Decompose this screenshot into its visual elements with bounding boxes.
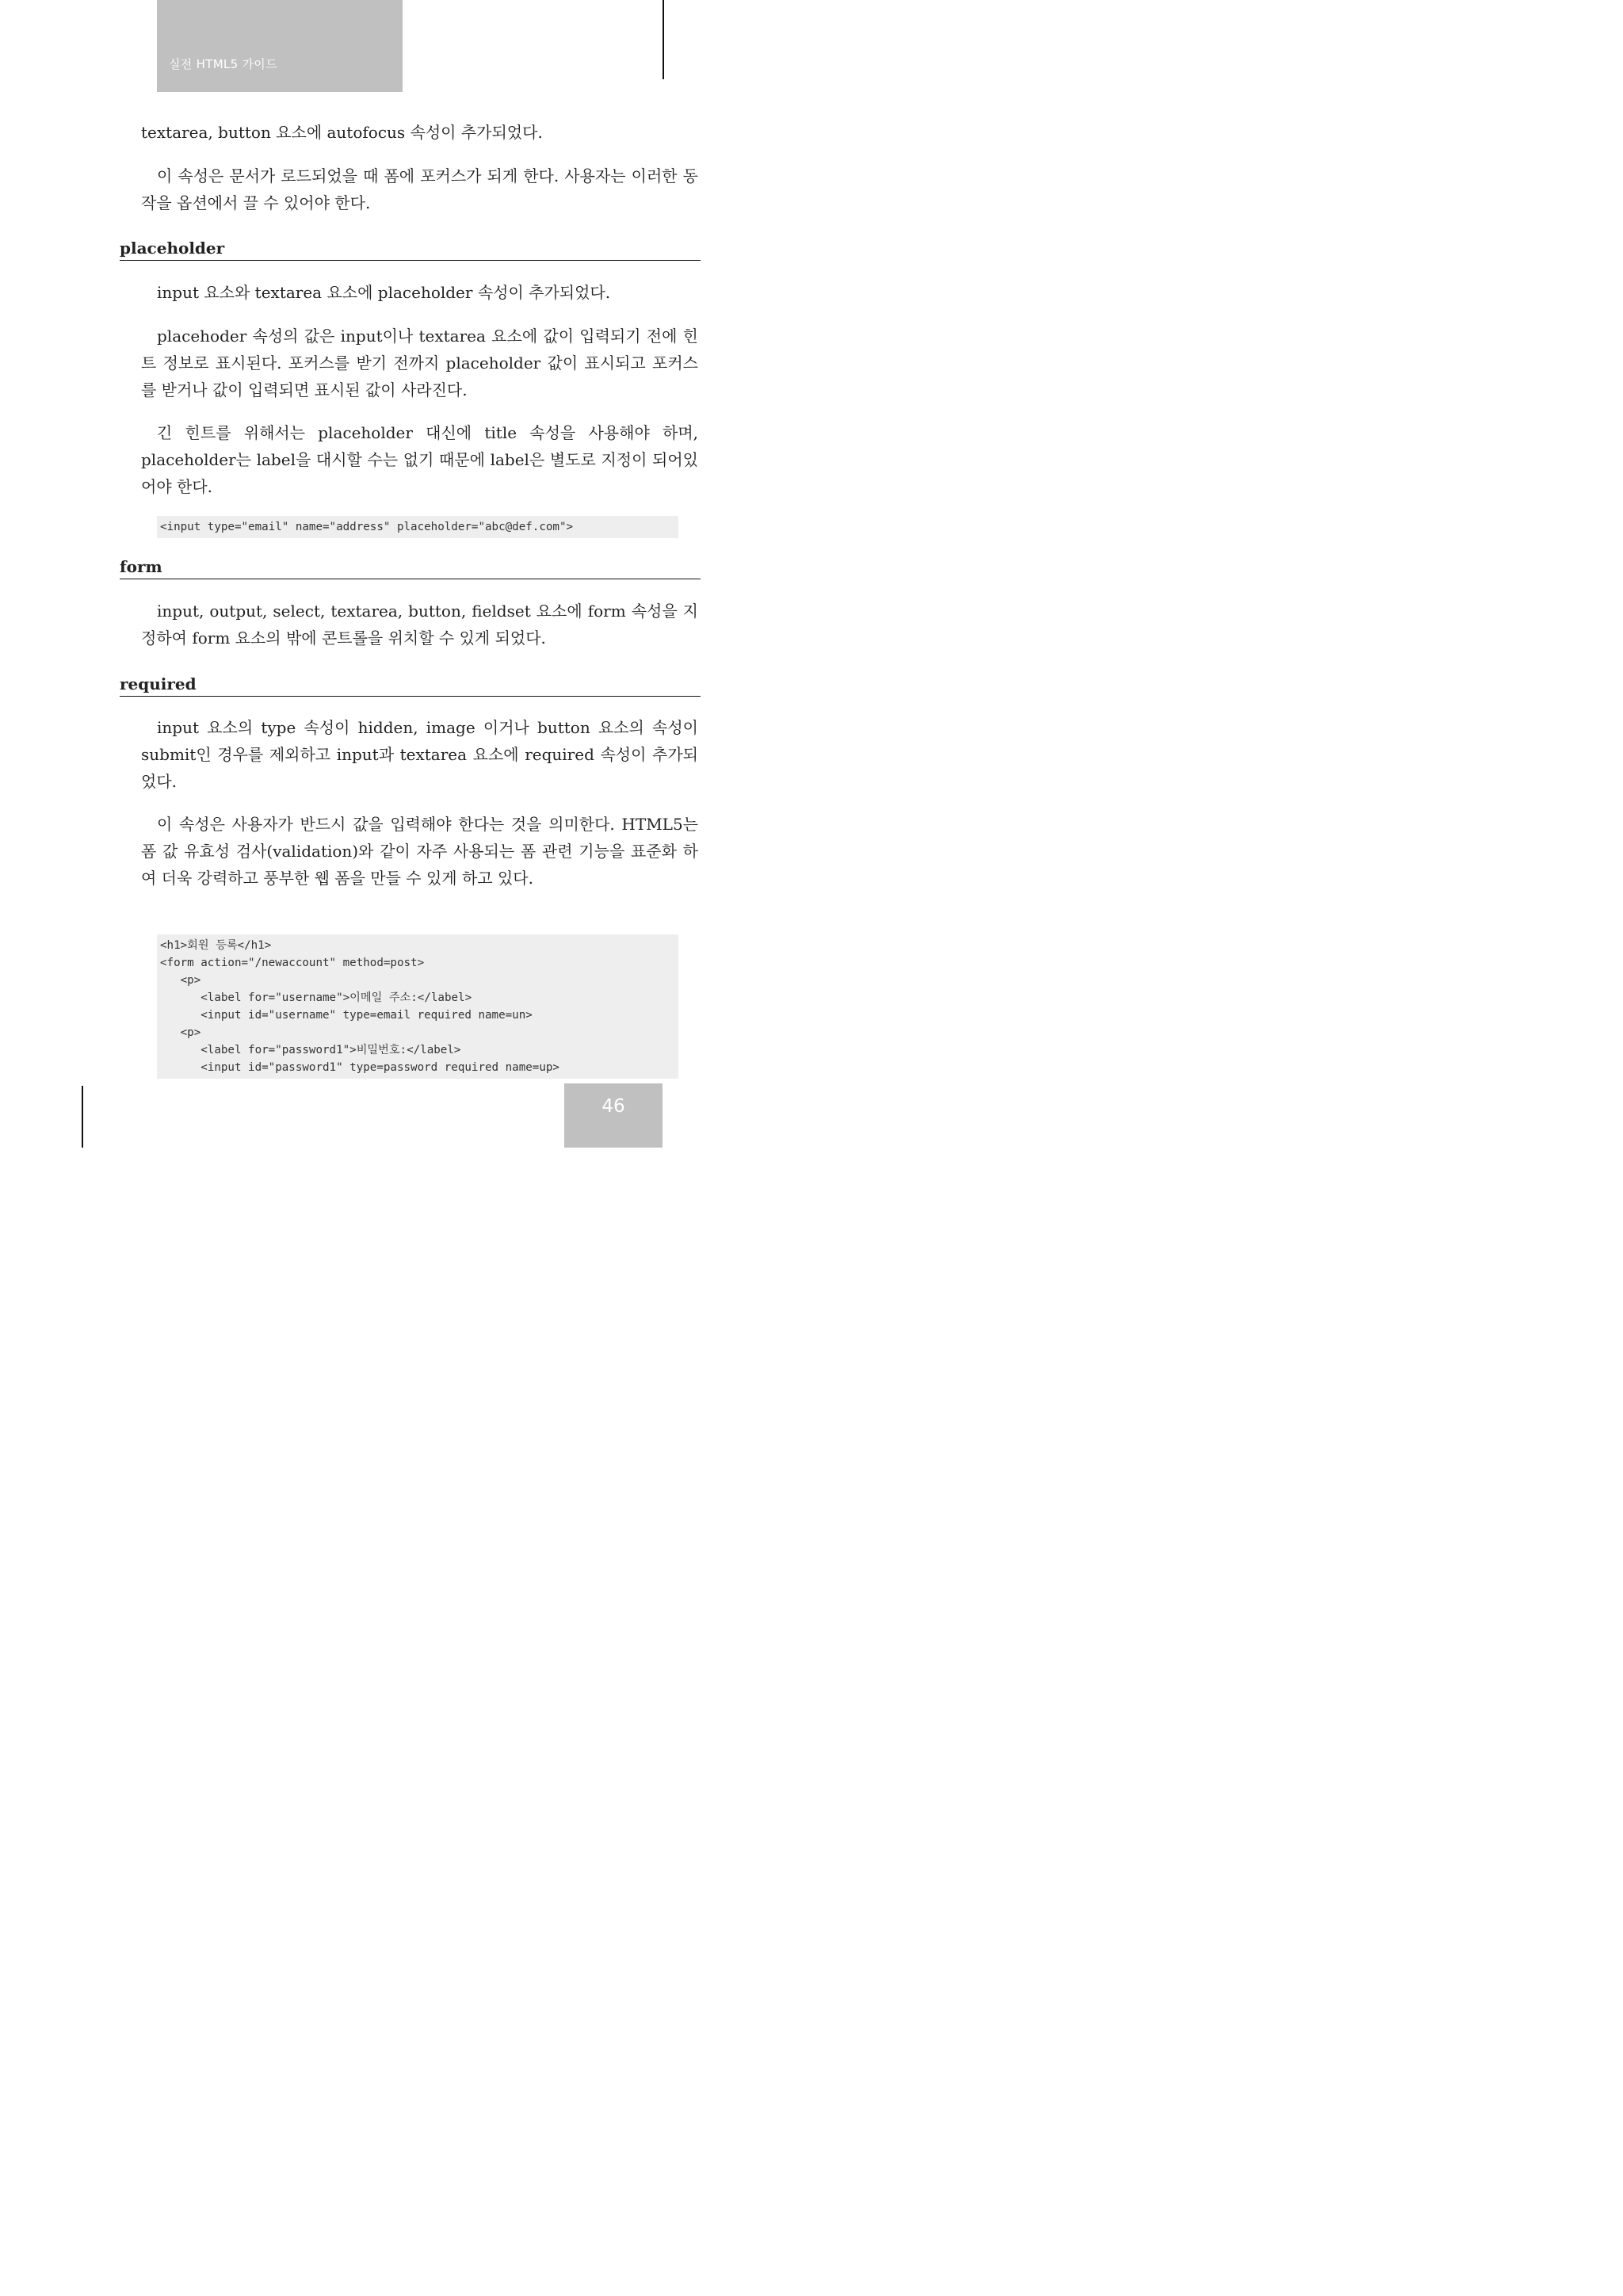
code-line: <h1>회원 등록</h1> xyxy=(160,939,272,952)
section-heading-form: form xyxy=(120,556,701,579)
code-line: <form action="/newaccount" method=post> xyxy=(160,957,425,969)
placeholder-paragraph-3: 긴 힌트를 위해서는 placeholder 대신에 title 속성을 사용해야 하며, placeholder는 label을 대시할 수는 없기 때문에 label은 별도로 지정이 되어있어야 한다. xyxy=(141,423,698,496)
placeholder-paragraph-1: input 요소와 textarea 요소에 placeholder 속성이 추가되었다. xyxy=(157,283,611,302)
required-paragraph-2: 이 속성은 사용자가 반드시 값을 입력해야 한다는 것을 의미한다. HTML5는 폼 값 유효성 검사(validation)와 같이 자주 사용되는 폼 관련 기능을 표준화 하여 더욱 강력하고 풍부한 웹 폼을 만들 수 있게 하고 있다. xyxy=(141,815,698,888)
code-line: <p> xyxy=(160,1026,201,1039)
section-heading-required: required xyxy=(120,673,701,697)
top-rule xyxy=(663,0,664,79)
page-number: 46 xyxy=(601,1096,625,1117)
code-line: <input id="password1" type=password required name=up> xyxy=(160,1061,559,1074)
header-tab xyxy=(157,0,403,92)
bottom-rule xyxy=(82,1086,83,1148)
required-paragraph-1: input 요소의 type 속성이 hidden, image 이거나 button 요소의 속성이 submit인 경우를 제외하고 input과 textarea 요소에 required 속성이 추가되었다. xyxy=(141,718,698,791)
code-line: <label for="username">이메일 주소:</label> xyxy=(160,991,472,1004)
running-header-title: 실전 HTML5 가이드 xyxy=(169,57,277,71)
form-paragraph-1: input, output, select, textarea, button, fieldset 요소에 form 속성을 지정하여 form 요소의 밖에 콘트롤을 위치할 수 있게 되었다. xyxy=(141,602,698,648)
code-block-placeholder xyxy=(157,516,678,538)
code-block-required xyxy=(157,934,678,1079)
code-line: <label for="password1">비밀번호:</label> xyxy=(160,1044,461,1056)
intro-paragraph-2: 이 속성은 문서가 로드되었을 때 폼에 포커스가 되게 한다. 사용자는 이러한 동작을 옵션에서 끌 수 있어야 한다. xyxy=(141,166,698,212)
intro-paragraph-1: textarea, button 요소에 autofocus 속성이 추가되었다. xyxy=(141,123,543,142)
code-line: <p> xyxy=(160,974,201,987)
section-heading-placeholder: placeholder xyxy=(120,237,701,261)
code-line: <input id="username" type=email required name=un> xyxy=(160,1009,533,1022)
page-number-tab xyxy=(564,1083,663,1148)
placeholder-paragraph-2: placehoder 속성의 값은 input이나 textarea 요소에 값이 입력되기 전에 힌트 정보로 표시된다. 포커스를 받기 전까지 placeholder 값이 표시되고 포커스를 받거나 값이 입력되면 표시된 값이 사라진다. xyxy=(141,327,698,399)
code-line: <input type="email" name="address" placeholder="abc@def.com"> xyxy=(160,521,574,533)
